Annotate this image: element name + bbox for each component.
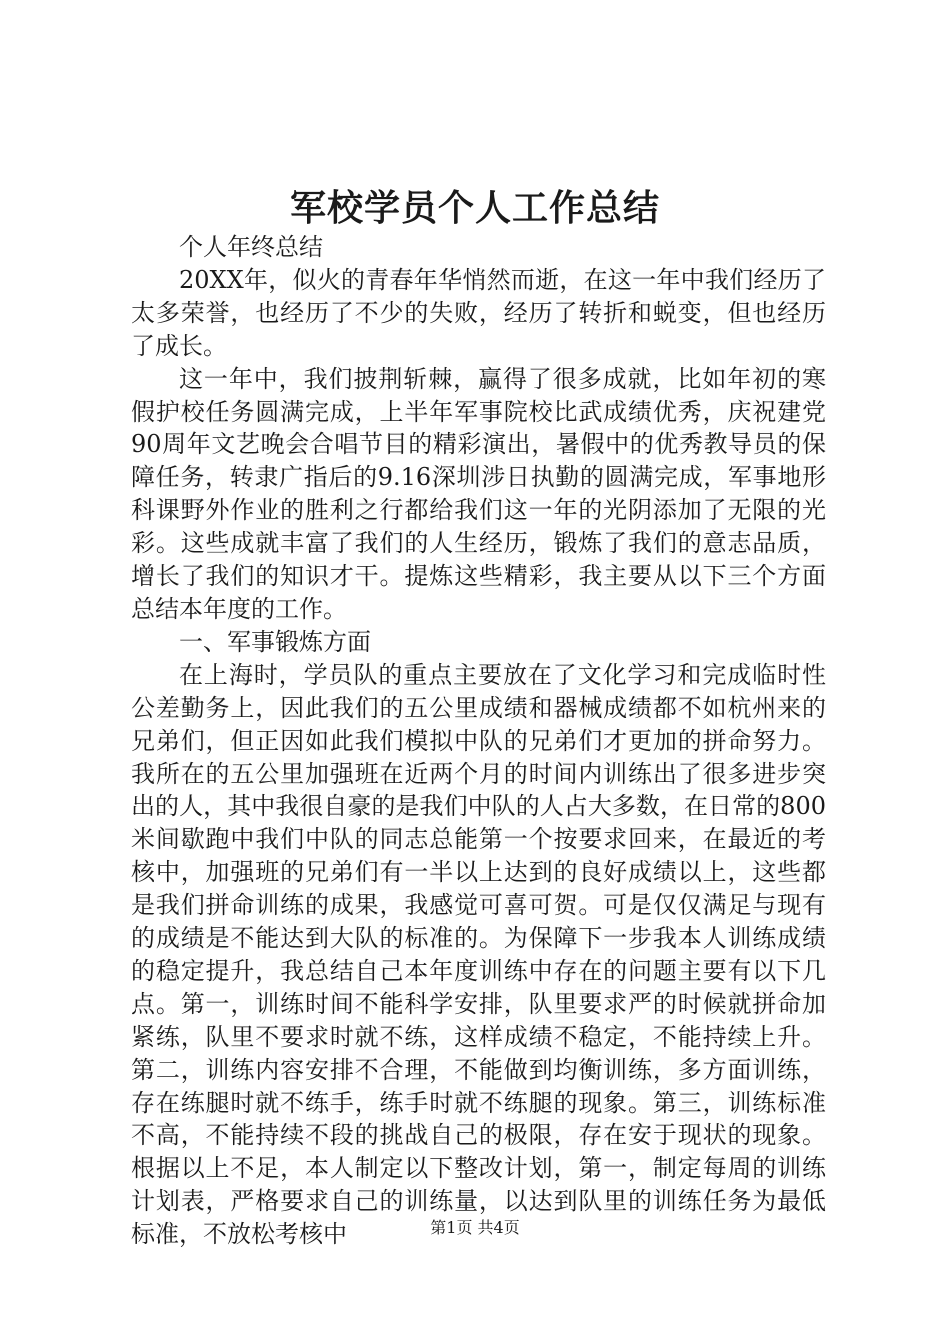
paragraph-subtitle: 个人年终总结 [179, 233, 323, 261]
paragraph: 20XX年，似火的青春年华悄然而逝，在这一年中我们经历了太多荣誉，也经历了不少的失败，经历了转折和蜕变，但也经历了成长。 [131, 265, 826, 360]
page-footer: 第1页 共4页 [430, 1218, 520, 1237]
section-heading: 一、军事锻炼方面 [179, 627, 371, 656]
paragraph: 在上海时，学员队的重点主要放在了文化学习和完成临时性公差勤务上，因此我们的五公里成绩和器械成绩都不如杭州来的兄弟们，但正因如此我们模拟中队的兄弟们才更加的拼命努力。我所在的五公里加强班在近两个月的时间内训练出了很多进步突出的人，其中我很自豪的是我们中队的人占大多数，在日常的800米间歇跑中我们中队的同志总能第一个按要求回来，在最近的考核中，加强班的兄弟们有一半以上达到的良好成绩以上，这些都是我们拼命训练的成果，我感觉可喜可贺。可是仅仅满足与现有的成绩是不能达到大队的标准的。为保障下一步我本人训练成绩的稳定提升，我总结自己本年度训练中存在的问题主要有以下几点。第一，训练时间不能科学安排，队里要求严的时候就拼命加紧练，队里不要求时就不练，这样成绩不稳定，不能持续上升。第二，训练内容安排不合理，不能做到均衡训练，多方面训练，存在练腿时就不练手，练手时就不练腿的现象。第三，训练标准不高，不能持续不段的挑战自己的极限，存在安于现状的现象。根据以上不足，本人制定以下整改计划，第一，制定每周的训练计划表，严格要求自己的训练量，以达到队里的训练任务为最低标准，不放松考核中 [131, 660, 826, 1249]
paragraph: 这一年中，我们披荆斩棘，赢得了很多成就，比如年初的寒假护校任务圆满完成，上半年军事院校比武成绩优秀，庆祝建党90周年文艺晚会合唱节目的精彩演出，暑假中的优秀教导员的保障任务，转隶广指后的9.16深圳涉日执勤的圆满完成，军事地形科课野外作业的胜利之行都给我们这一年的光阴添加了无限的光彩。这些成就丰富了我们的人生经历，锻炼了我们的意志品质，增长了我们的知识才干。提炼这些精彩，我主要从以下三个方面总结本年度的工作。 [131, 364, 826, 623]
document-title: 军校学员个人工作总结 [289, 187, 660, 229]
document-body [131, 231, 826, 1251]
